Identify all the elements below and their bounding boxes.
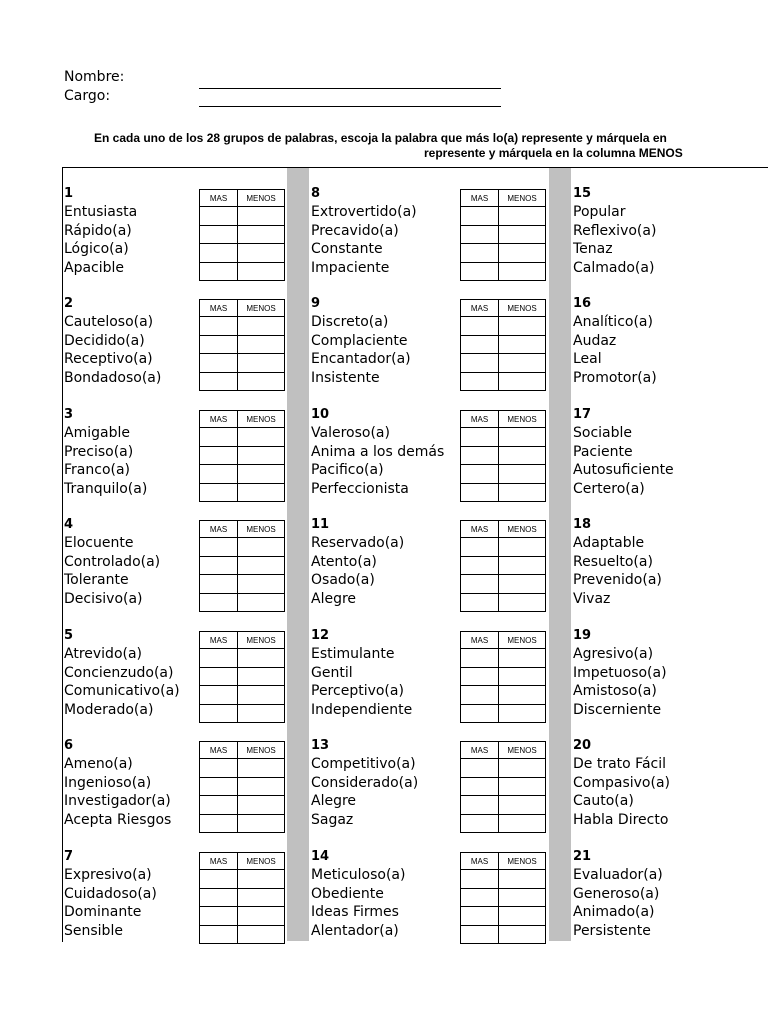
group-word: Compasivo(a) — [573, 774, 670, 791]
menos-checkbox-cell[interactable] — [238, 704, 285, 723]
menos-header: MENOS — [499, 190, 546, 207]
menos-checkbox-cell[interactable] — [499, 465, 546, 484]
mas-checkbox-cell[interactable] — [461, 317, 499, 336]
group-word: Paciente — [573, 443, 633, 460]
group-word: Receptivo(a) — [64, 351, 153, 367]
mas-header: MAS — [200, 742, 238, 759]
group-word: De trato Fácil — [573, 756, 666, 772]
group-word: Impetuoso(a) — [573, 664, 667, 681]
mas-checkbox-cell[interactable] — [200, 925, 238, 944]
mas-checkbox-cell[interactable] — [461, 372, 499, 391]
menos-checkbox-cell[interactable] — [499, 870, 546, 889]
menos-checkbox-cell[interactable] — [238, 796, 285, 815]
group-word: Impaciente — [311, 259, 390, 276]
menos-header: MENOS — [238, 742, 285, 759]
group-number: 2 — [64, 296, 74, 311]
menos-checkbox-cell[interactable] — [499, 225, 546, 244]
menos-checkbox-cell[interactable] — [499, 907, 546, 926]
group-word: Bondadoso(a) — [64, 369, 162, 386]
group-word: Reflexivo(a) — [573, 222, 657, 239]
mas-checkbox-cell[interactable] — [200, 538, 238, 557]
group-word: Alegre — [311, 793, 357, 809]
mas-checkbox-cell[interactable] — [461, 354, 499, 373]
menos-checkbox-cell[interactable] — [499, 335, 546, 354]
menos-checkbox-cell[interactable] — [499, 759, 546, 778]
group-word: Acepta Riesgos — [64, 811, 172, 828]
menos-checkbox-cell[interactable] — [499, 649, 546, 668]
menos-checkbox-cell[interactable] — [499, 317, 546, 336]
group-word: Evaluador(a) — [573, 867, 663, 883]
mas-header: MAS — [200, 300, 238, 317]
menos-checkbox-cell[interactable] — [238, 538, 285, 557]
mas-header: MAS — [200, 411, 238, 428]
group-word: Obediente — [311, 885, 384, 902]
group-word: Perfeccionista — [311, 480, 409, 497]
group-word: Sociable — [573, 425, 633, 441]
group-word: Osado(a) — [311, 572, 375, 588]
group-number: 4 — [64, 517, 74, 532]
group-word: Generoso(a) — [573, 885, 660, 902]
mas-checkbox-cell[interactable] — [200, 870, 238, 889]
menos-checkbox-cell[interactable] — [499, 686, 546, 705]
mas-checkbox-cell[interactable] — [461, 870, 499, 889]
group-word: Animado(a) — [573, 904, 655, 920]
menos-checkbox-cell[interactable] — [499, 446, 546, 465]
group-number: 9 — [311, 296, 321, 311]
menos-checkbox-cell[interactable] — [499, 593, 546, 612]
mas-checkbox-cell[interactable] — [461, 888, 499, 907]
cargo-label: Cargo: — [64, 88, 111, 104]
mas-menos-grid — [460, 410, 546, 502]
menos-checkbox-cell[interactable] — [499, 556, 546, 575]
menos-checkbox-cell[interactable] — [499, 483, 546, 502]
group-number: 17 — [573, 407, 592, 422]
mas-checkbox-cell[interactable] — [461, 925, 499, 944]
menos-checkbox-cell[interactable] — [238, 814, 285, 833]
group-number: 15 — [573, 186, 592, 201]
group-word: Controlado(a) — [64, 553, 161, 570]
mas-checkbox-cell[interactable] — [200, 759, 238, 778]
mas-checkbox-cell[interactable] — [461, 556, 499, 575]
mas-checkbox-cell[interactable] — [200, 667, 238, 686]
group-word: Tenaz — [573, 241, 613, 257]
menos-checkbox-cell[interactable] — [238, 667, 285, 686]
instructions-line2: represente y márquela en la columna MENOS — [424, 146, 683, 160]
group-word: Lógico(a) — [64, 241, 129, 257]
mas-checkbox-cell[interactable] — [461, 814, 499, 833]
mas-checkbox-cell[interactable] — [461, 244, 499, 263]
menos-checkbox-cell[interactable] — [238, 207, 285, 226]
menos-checkbox-cell[interactable] — [238, 335, 285, 354]
group-number: 14 — [311, 849, 330, 864]
menos-checkbox-cell[interactable] — [499, 372, 546, 391]
form-frame-top — [62, 167, 768, 168]
mas-checkbox-cell[interactable] — [200, 483, 238, 502]
group-word: Constante — [311, 241, 383, 257]
group-number: 21 — [573, 849, 592, 864]
menos-checkbox-cell[interactable] — [238, 354, 285, 373]
group-word: Perceptivo(a) — [311, 683, 404, 699]
group-word: Calmado(a) — [573, 259, 655, 276]
mas-checkbox-cell[interactable] — [461, 593, 499, 612]
menos-checkbox-cell[interactable] — [499, 667, 546, 686]
group-word: Encantador(a) — [311, 351, 411, 367]
group-word: Competitivo(a) — [311, 756, 416, 772]
mas-checkbox-cell[interactable] — [461, 465, 499, 484]
mas-checkbox-cell[interactable] — [461, 538, 499, 557]
group-word: Extrovertido(a) — [311, 204, 417, 220]
group-word: Pacifico(a) — [311, 462, 384, 478]
mas-checkbox-cell[interactable] — [461, 704, 499, 723]
group-number: 12 — [311, 628, 330, 643]
group-word: Vivaz — [573, 590, 611, 607]
group-word: Atento(a) — [311, 553, 377, 570]
mas-checkbox-cell[interactable] — [461, 907, 499, 926]
mas-checkbox-cell[interactable] — [461, 483, 499, 502]
mas-checkbox-cell[interactable] — [461, 335, 499, 354]
form-frame-left — [62, 167, 63, 942]
group-word: Elocuente — [64, 535, 134, 551]
mas-header: MAS — [461, 742, 499, 759]
cargo-field-line[interactable] — [199, 106, 501, 107]
group-word: Cuidadoso(a) — [64, 885, 157, 902]
group-word: Persistente — [573, 922, 651, 939]
menos-header: MENOS — [238, 300, 285, 317]
group-number: 10 — [311, 407, 330, 422]
group-word: Precavido(a) — [311, 222, 399, 239]
mas-checkbox-cell[interactable] — [200, 244, 238, 263]
mas-checkbox-cell[interactable] — [200, 372, 238, 391]
group-word: Alegre — [311, 590, 357, 607]
menos-checkbox-cell[interactable] — [238, 777, 285, 796]
group-word: Decisivo(a) — [64, 590, 143, 607]
mas-checkbox-cell[interactable] — [461, 796, 499, 815]
mas-header: MAS — [200, 521, 238, 538]
mas-header: MAS — [461, 853, 499, 870]
group-word: Independiente — [311, 701, 413, 718]
group-word: Ameno(a) — [64, 756, 133, 772]
group-number: 20 — [573, 738, 592, 753]
mas-menos-grid — [460, 741, 546, 833]
menos-checkbox-cell[interactable] — [499, 704, 546, 723]
group-number: 3 — [64, 407, 74, 422]
group-word: Resuelto(a) — [573, 553, 653, 570]
menos-checkbox-cell[interactable] — [238, 262, 285, 281]
group-word: Popular — [573, 204, 626, 220]
group-word: Valeroso(a) — [311, 425, 390, 441]
mas-checkbox-cell[interactable] — [200, 575, 238, 594]
nombre-field-line[interactable] — [199, 88, 501, 89]
group-number: 5 — [64, 628, 74, 643]
group-word: Apacible — [64, 259, 125, 276]
group-word: Estimulante — [311, 646, 395, 662]
mas-header: MAS — [200, 190, 238, 207]
mas-checkbox-cell[interactable] — [200, 814, 238, 833]
mas-checkbox-cell[interactable] — [200, 649, 238, 668]
mas-menos-grid — [460, 852, 546, 944]
menos-checkbox-cell[interactable] — [238, 372, 285, 391]
mas-header: MAS — [461, 300, 499, 317]
mas-checkbox-cell[interactable] — [200, 686, 238, 705]
mas-checkbox-cell[interactable] — [200, 428, 238, 447]
menos-checkbox-cell[interactable] — [499, 207, 546, 226]
mas-checkbox-cell[interactable] — [461, 262, 499, 281]
group-word: Autosuficiente — [573, 462, 674, 478]
mas-checkbox-cell[interactable] — [200, 225, 238, 244]
mas-checkbox-cell[interactable] — [200, 446, 238, 465]
mas-checkbox-cell[interactable] — [461, 446, 499, 465]
menos-header: MENOS — [238, 632, 285, 649]
group-number: 19 — [573, 628, 592, 643]
group-word: Adaptable — [573, 535, 645, 551]
group-word: Cauteloso(a) — [64, 314, 154, 330]
mas-header: MAS — [200, 853, 238, 870]
menos-checkbox-cell[interactable] — [499, 244, 546, 263]
menos-checkbox-cell[interactable] — [238, 317, 285, 336]
group-word: Ideas Firmes — [311, 904, 399, 920]
menos-header: MENOS — [499, 853, 546, 870]
mas-checkbox-cell[interactable] — [200, 796, 238, 815]
group-number: 6 — [64, 738, 74, 753]
group-word: Expresivo(a) — [64, 867, 152, 883]
menos-checkbox-cell[interactable] — [499, 354, 546, 373]
mas-checkbox-cell[interactable] — [461, 428, 499, 447]
group-word: Meticuloso(a) — [311, 867, 406, 883]
group-word: Certero(a) — [573, 480, 645, 497]
menos-checkbox-cell[interactable] — [238, 428, 285, 447]
menos-checkbox-cell[interactable] — [238, 686, 285, 705]
group-word: Reservado(a) — [311, 535, 405, 551]
mas-checkbox-cell[interactable] — [200, 704, 238, 723]
menos-checkbox-cell[interactable] — [238, 888, 285, 907]
mas-menos-grid — [460, 299, 546, 391]
group-word: Analítico(a) — [573, 314, 653, 330]
group-word: Ingenioso(a) — [64, 774, 152, 791]
menos-checkbox-cell[interactable] — [499, 428, 546, 447]
menos-checkbox-cell[interactable] — [238, 925, 285, 944]
group-number: 1 — [64, 186, 74, 201]
mas-header: MAS — [461, 632, 499, 649]
mas-checkbox-cell[interactable] — [461, 759, 499, 778]
menos-header: MENOS — [499, 411, 546, 428]
group-word: Concienzudo(a) — [64, 664, 174, 681]
group-word: Promotor(a) — [573, 369, 657, 386]
group-word: Comunicativo(a) — [64, 683, 180, 699]
menos-header: MENOS — [238, 521, 285, 538]
mas-checkbox-cell[interactable] — [200, 907, 238, 926]
mas-menos-grid — [460, 520, 546, 612]
mas-menos-grid — [199, 631, 285, 723]
group-number: 7 — [64, 849, 74, 864]
menos-checkbox-cell[interactable] — [238, 225, 285, 244]
mas-checkbox-cell[interactable] — [461, 686, 499, 705]
group-word: Tranquilo(a) — [64, 480, 148, 497]
menos-checkbox-cell[interactable] — [238, 483, 285, 502]
menos-checkbox-cell[interactable] — [499, 814, 546, 833]
mas-checkbox-cell[interactable] — [461, 667, 499, 686]
group-word: Dominante — [64, 904, 142, 920]
mas-checkbox-cell[interactable] — [200, 593, 238, 612]
mas-checkbox-cell[interactable] — [461, 207, 499, 226]
group-word: Alentador(a) — [311, 922, 399, 939]
column-separator — [287, 168, 309, 941]
mas-menos-grid — [460, 631, 546, 723]
group-word: Entusiasta — [64, 204, 138, 220]
menos-header: MENOS — [238, 853, 285, 870]
mas-menos-grid — [199, 299, 285, 391]
group-word: Amigable — [64, 425, 130, 441]
mas-checkbox-cell[interactable] — [200, 354, 238, 373]
menos-header: MENOS — [238, 190, 285, 207]
mas-checkbox-cell[interactable] — [200, 465, 238, 484]
mas-checkbox-cell[interactable] — [200, 777, 238, 796]
mas-checkbox-cell[interactable] — [200, 262, 238, 281]
mas-header: MAS — [461, 521, 499, 538]
group-number: 8 — [311, 186, 321, 201]
group-word: Agresivo(a) — [573, 646, 654, 662]
menos-header: MENOS — [499, 742, 546, 759]
mas-checkbox-cell[interactable] — [200, 888, 238, 907]
menos-checkbox-cell[interactable] — [238, 465, 285, 484]
group-word: Complaciente — [311, 332, 408, 349]
menos-checkbox-cell[interactable] — [238, 649, 285, 668]
group-word: Franco(a) — [64, 462, 131, 478]
group-word: Rápido(a) — [64, 222, 132, 239]
mas-header: MAS — [200, 632, 238, 649]
mas-checkbox-cell[interactable] — [200, 207, 238, 226]
menos-checkbox-cell[interactable] — [499, 262, 546, 281]
menos-header: MENOS — [499, 300, 546, 317]
menos-checkbox-cell[interactable] — [499, 777, 546, 796]
menos-checkbox-cell[interactable] — [238, 244, 285, 263]
column-separator — [549, 168, 571, 941]
group-word: Moderado(a) — [64, 701, 154, 718]
mas-header: MAS — [461, 411, 499, 428]
group-number: 18 — [573, 517, 592, 532]
mas-checkbox-cell[interactable] — [461, 777, 499, 796]
menos-checkbox-cell[interactable] — [499, 925, 546, 944]
menos-header: MENOS — [238, 411, 285, 428]
instructions-line1: En cada uno de los 28 grupos de palabras, escoja la palabra que más lo(a) represente y márquela en — [94, 131, 667, 145]
menos-checkbox-cell[interactable] — [238, 446, 285, 465]
mas-checkbox-cell[interactable] — [461, 575, 499, 594]
menos-checkbox-cell[interactable] — [499, 796, 546, 815]
mas-checkbox-cell[interactable] — [461, 225, 499, 244]
group-word: Leal — [573, 351, 602, 367]
mas-menos-grid — [199, 520, 285, 612]
group-word: Audaz — [573, 332, 617, 349]
group-word: Preciso(a) — [64, 443, 134, 460]
menos-checkbox-cell[interactable] — [238, 759, 285, 778]
nombre-label: Nombre: — [64, 69, 125, 85]
mas-menos-grid — [199, 410, 285, 502]
menos-checkbox-cell[interactable] — [499, 888, 546, 907]
group-word: Cauto(a) — [573, 793, 634, 809]
group-word: Anima a los demás — [311, 443, 445, 460]
group-word: Habla Directo — [573, 811, 669, 828]
menos-header: MENOS — [499, 632, 546, 649]
group-word: Atrevido(a) — [64, 646, 143, 662]
group-word: Prevenido(a) — [573, 572, 662, 588]
group-word: Sensible — [64, 922, 123, 939]
group-word: Sagaz — [311, 811, 354, 828]
mas-menos-grid — [199, 852, 285, 944]
mas-checkbox-cell[interactable] — [200, 556, 238, 575]
group-word: Considerado(a) — [311, 774, 419, 791]
mas-header: MAS — [461, 190, 499, 207]
group-number: 13 — [311, 738, 330, 753]
mas-menos-grid — [460, 189, 546, 281]
mas-checkbox-cell[interactable] — [200, 335, 238, 354]
group-word: Decidido(a) — [64, 332, 145, 349]
group-number: 16 — [573, 296, 592, 311]
menos-checkbox-cell[interactable] — [499, 538, 546, 557]
group-word: Amistoso(a) — [573, 683, 657, 699]
menos-checkbox-cell[interactable] — [238, 556, 285, 575]
group-word: Investigador(a) — [64, 793, 171, 809]
menos-checkbox-cell[interactable] — [238, 870, 285, 889]
menos-checkbox-cell[interactable] — [238, 575, 285, 594]
mas-menos-grid — [199, 189, 285, 281]
group-word: Tolerante — [64, 572, 129, 588]
group-word: Discerniente — [573, 701, 662, 718]
group-word: Discreto(a) — [311, 314, 389, 330]
menos-checkbox-cell[interactable] — [238, 593, 285, 612]
menos-header: MENOS — [499, 521, 546, 538]
group-word: Insistente — [311, 369, 380, 386]
menos-checkbox-cell[interactable] — [238, 907, 285, 926]
group-number: 11 — [311, 517, 330, 532]
mas-checkbox-cell[interactable] — [461, 649, 499, 668]
menos-checkbox-cell[interactable] — [499, 575, 546, 594]
mas-menos-grid — [199, 741, 285, 833]
mas-checkbox-cell[interactable] — [200, 317, 238, 336]
group-word: Gentil — [311, 664, 353, 681]
